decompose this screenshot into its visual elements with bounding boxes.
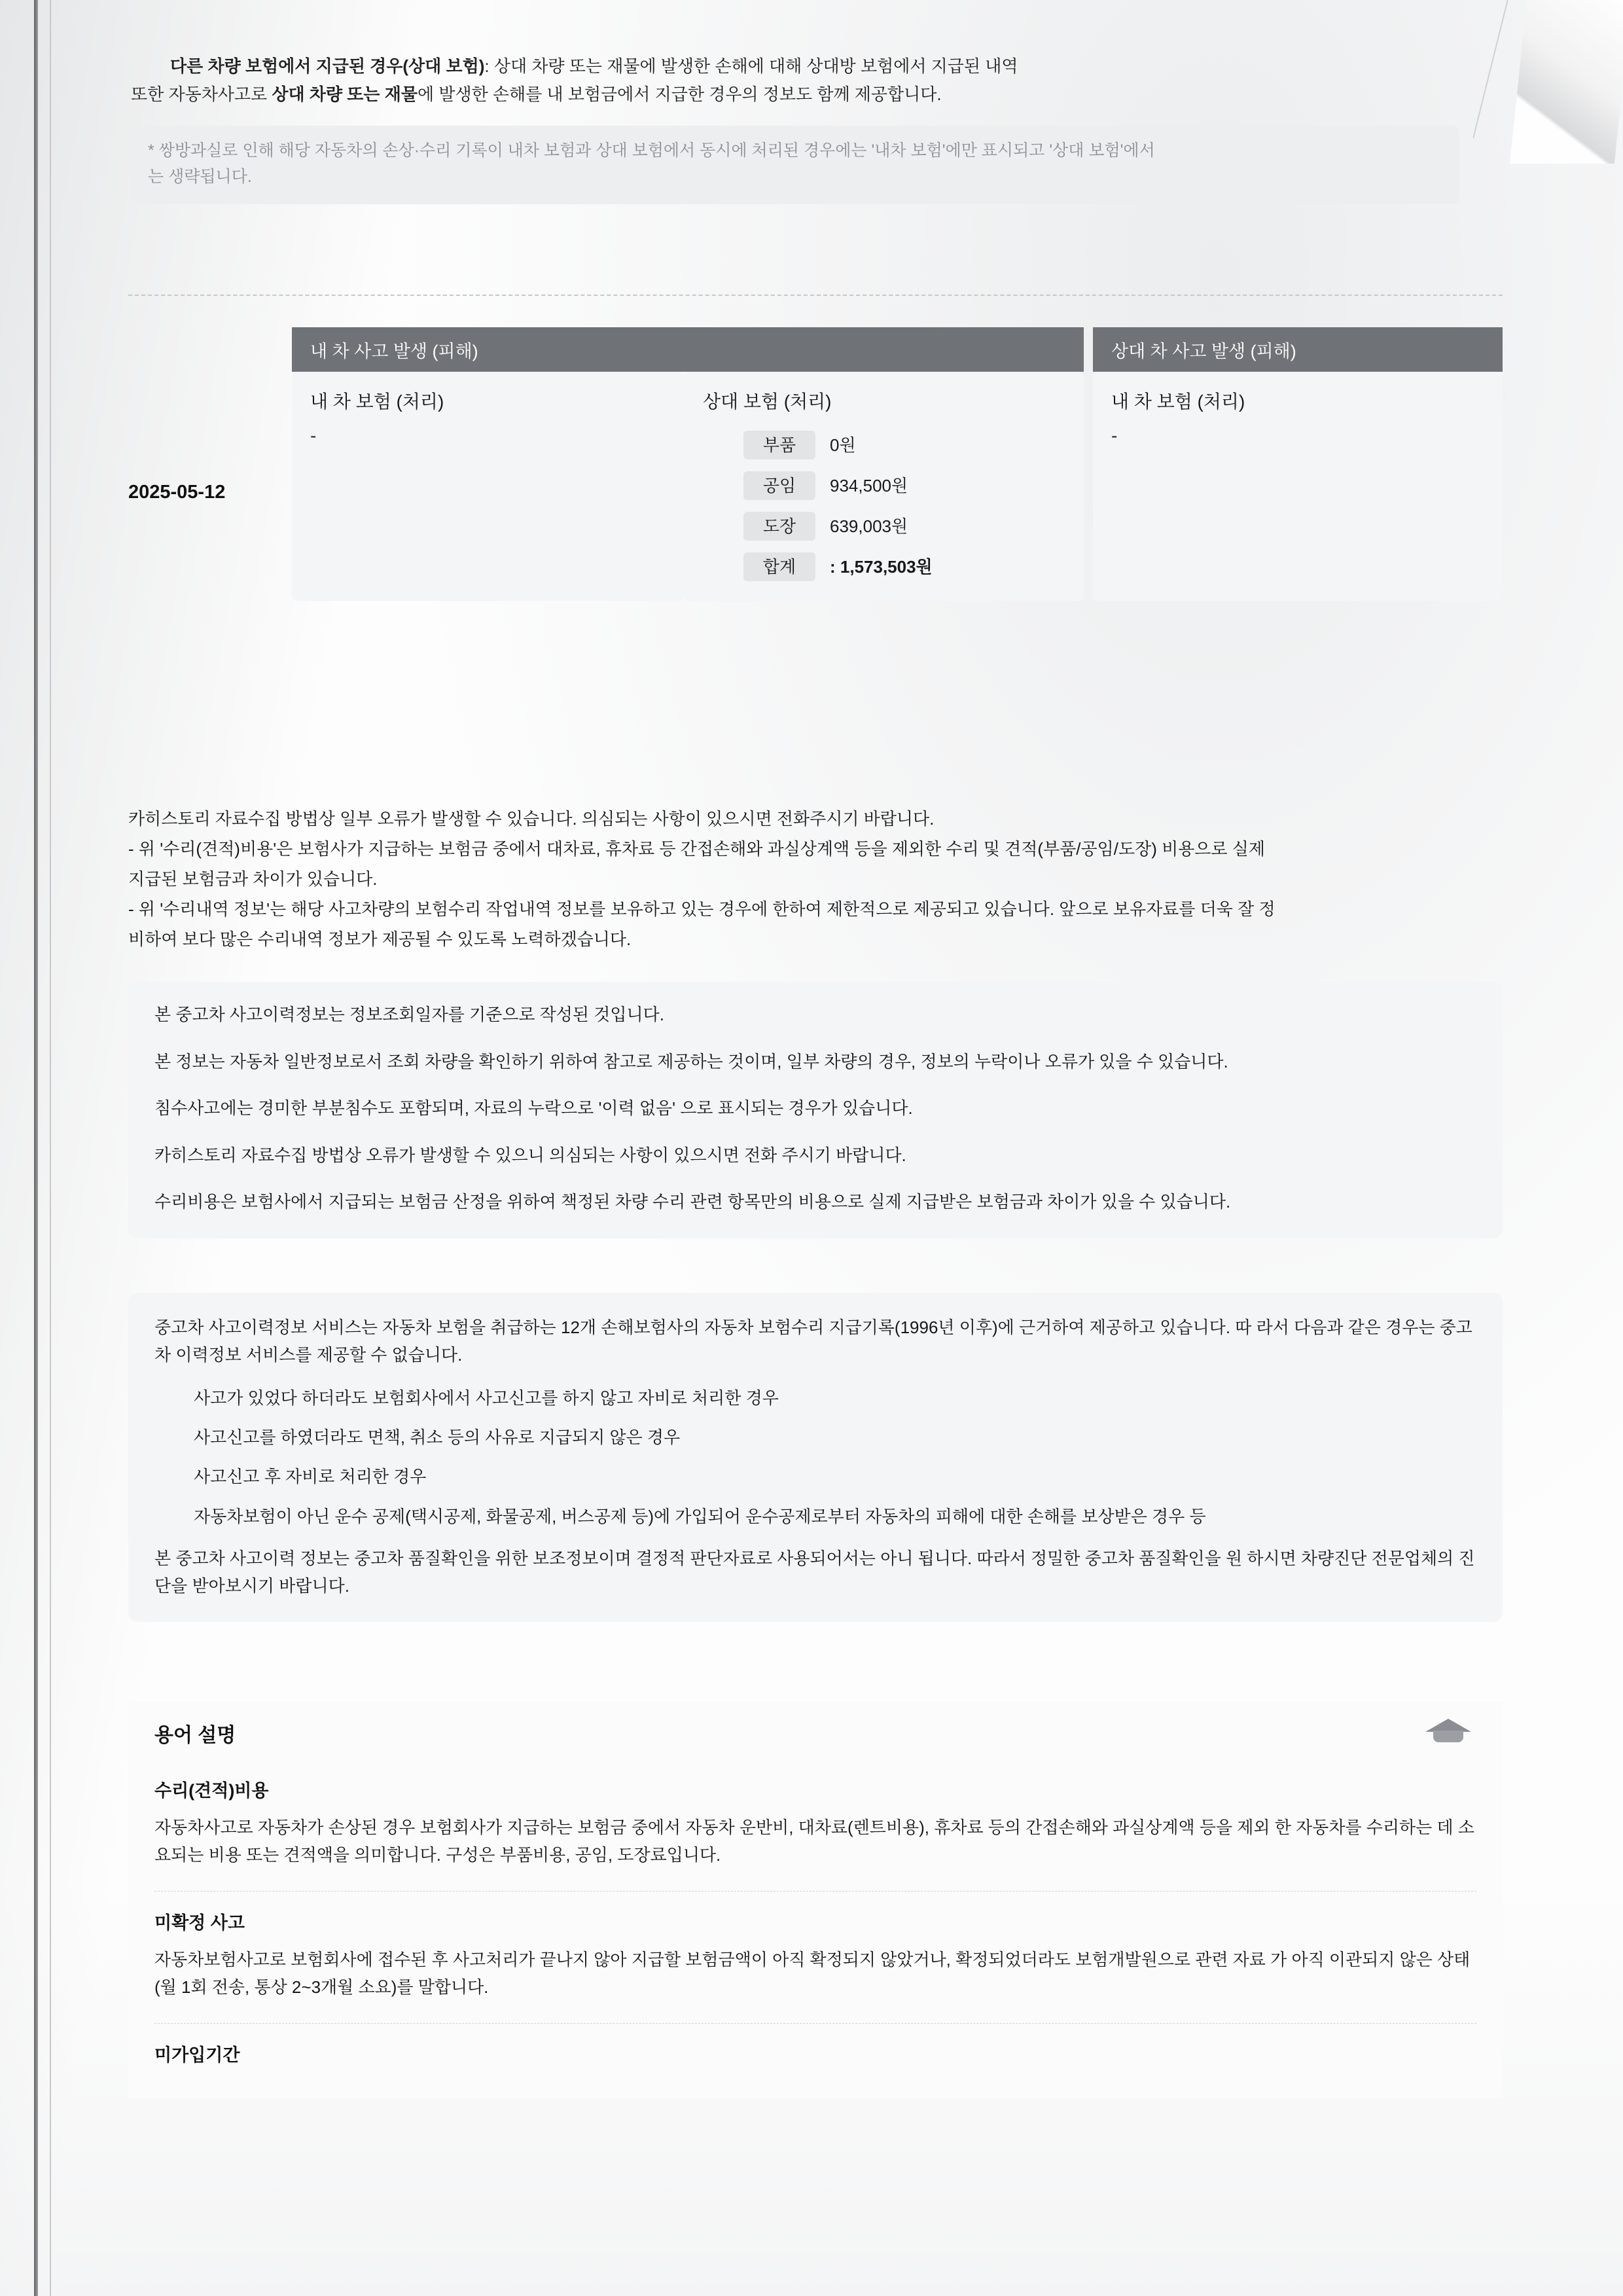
glossary-def-repair-cost-line1: 자동차사고로 자동차가 손상된 경우 보험회사가 지급하는 보험금 중에서 자동차 운반비, 대차료(렌트비용), 휴차료 등의 간접손해와 과실상계액 등을 제외 — [154, 1818, 1270, 1837]
graduation-cap-top — [1425, 1719, 1471, 1732]
other-insurance-note-line1-rest: : 상대 차량 또는 재물에 발생한 손해에 대해 상대방 보험에서 지급된 내역 — [484, 56, 1018, 76]
info-paragraph-1: 본 중고차 사고이력정보는 정보조회일자를 기준으로 작성된 것입니다. — [154, 1005, 664, 1024]
glossary-separator-1 — [154, 1891, 1476, 1892]
footnote-line2: 는 생략됩니다. — [148, 167, 252, 186]
separator-top — [128, 295, 1503, 296]
service-tail-line1: 본 중고차 사고이력 정보는 중고차 품질확인을 위한 보조정보이며 결정적 판단자료로 사용되어서는 아니 됩니다. 따라서 정밀한 중고차 품질확인을 원 — [154, 1548, 1243, 1568]
data-collection-notes — [128, 805, 1509, 956]
cost-label-total: 합계 — [743, 552, 815, 581]
list-item: 자동차보험이 아닌 운수 공제(택시공제, 화물공제, 버스공제 등)에 가입되어 운수공제로부터 자동차의 피해에 대한 손해를 보상받은 경우 등 — [194, 1506, 1206, 1526]
cost-breakdown-list — [685, 431, 1084, 581]
note-line-5: 비하여 보다 많은 수리내역 정보가 제공될 수 있도록 노력하겠습니다. — [128, 929, 632, 950]
service-lead-line1: 중고차 사고이력정보 서비스는 자동차 보험을 취급하는 12개 손해보험사의 자동차 보험수리 지급기록(1996년 이후)에 근거하여 제공하고 있습니다. 따 — [154, 1318, 1252, 1337]
page-title: 용어 설명 — [154, 1725, 236, 1746]
other-insurance-note-line2 — [131, 81, 1499, 109]
other-insurance-note-line2-bold: 상대 차량 또는 재물 — [272, 84, 418, 104]
accident-table-header-spacer — [128, 327, 292, 372]
cost-value-parts: 0원 — [830, 435, 856, 455]
cost-value-paint: 639,003원 — [830, 516, 908, 536]
header-other-car-accident: 상대 차 사고 발생 (피해) — [1093, 327, 1503, 372]
info-paragraph-3: 침수사고에는 경미한 부분침수도 포함되며, 자료의 누락으로 '이력 없음' 으로 표시되는 경우가 있습니다. — [154, 1098, 913, 1119]
footnote-line1: * 쌍방과실로 인해 해당 자동차의 손상·수리 기록이 내차 보험과 상대 보험에서 동시에 처리된 경우에는 '내차 보험'에만 표시되고 '상대 보험'에서 — [148, 141, 1155, 160]
general-information-box — [128, 982, 1503, 1238]
service-lead — [154, 1314, 1476, 1369]
glossary-def-pending-accident — [154, 1946, 1476, 2001]
glossary-header — [128, 1702, 1503, 1759]
panel-my-insurance-value: - — [310, 425, 317, 446]
note-line-3: 지급된 보험금과 차이가 있습니다. — [128, 869, 378, 889]
cost-row-total — [743, 552, 1084, 581]
service-tail-line2: 하시면 차량진단 전문업체의 진단을 받아보시기 바랍니다. — [154, 1548, 1475, 1596]
other-insurance-note-line1-bold: 다른 차량 보험에서 지급된 경우(상대 보험) — [170, 56, 485, 76]
info-paragraph-5: 수리비용은 보험사에서 지급되는 보험금 산정을 위하여 책정된 차량 수리 관련 항목만의 비용으로 실제 지급받은 보험금과 차이가 있을 수 있습니다. — [154, 1192, 1231, 1212]
service-tail — [154, 1545, 1476, 1600]
panel-other-insurance-title: 상대 보험 (처리) — [703, 391, 832, 412]
header-my-car-accident: 내 차 사고 발생 (피해) — [292, 327, 1084, 372]
note-line-4: - 위 '수리내역 정보'는 해당 사고차량의 보험수리 작업내역 정보를 보유하고 있는 경우에 한하여 제한적으로 제공되고 있습니다. 앞으로 보유자료를 더욱 잘 정 — [128, 899, 1275, 920]
glossary-separator-2 — [154, 2023, 1476, 2024]
panel-my-insurance-title: 내 차 보험 (처리) — [310, 391, 444, 412]
note-line-1: 카히스토리 자료수집 방법상 일부 오류가 발생할 수 있습니다. 의심되는 사항이 있으시면 전화주시기 바랍니다. — [128, 809, 935, 829]
service-limitations-box — [128, 1293, 1503, 1622]
panel-my-insurance — [292, 372, 685, 601]
cost-label-parts: 부품 — [743, 431, 815, 459]
accident-history-table — [128, 327, 1503, 601]
graduation-cap-base — [1433, 1731, 1463, 1742]
info-paragraph-4: 카히스토리 자료수집 방법상 오류가 발생할 수 있으니 의심되는 사항이 있으시면 전화 주시기 바랍니다. — [154, 1145, 906, 1165]
accident-table-header-row — [128, 327, 1503, 372]
accident-date: 2025-05-12 — [128, 482, 226, 503]
cost-label-labor: 공임 — [743, 471, 815, 500]
glossary-term-repair-cost: 수리(견적)비용 — [154, 1781, 269, 1801]
info-paragraph-2: 본 정보는 자동차 일반정보로서 조회 차량을 확인하기 위하여 참고로 제공하는 것이며, 일부 차량의 경우, 정보의 누락이나 오류가 있을 수 있습니다. — [154, 1051, 1228, 1071]
glossary-term-uninsured-period: 미가입기간 — [154, 2045, 240, 2066]
other-insurance-note-footnote — [131, 126, 1459, 204]
note-line-2: - 위 '수리(견적)비용'은 보험사가 지급하는 보험금 중에서 대차료, 휴차료 등 간접손해와 과실상계액 등을 제외한 수리 및 견적(부품/공임/도장) 비용으로 실제 — [128, 839, 1265, 859]
header-gap — [1084, 327, 1093, 372]
cost-row — [743, 431, 1084, 459]
panel-gap — [1084, 372, 1093, 601]
glossary-def-repair-cost-line2: 한 자동차를 수리하는 데 소요되는 비용 또는 견적액을 의미합니다. 구성은 부품비용, 공임, 도장료입니다. — [154, 1818, 1474, 1865]
list-item: 사고가 있었다 하더라도 보험회사에서 사고신고를 하지 않고 자비로 처리한 경우 — [194, 1388, 779, 1408]
graduation-cap-icon — [1425, 1712, 1471, 1749]
cost-value-labor: 934,500원 — [830, 476, 908, 495]
glossary-term-pending-accident: 미확정 사고 — [154, 1913, 245, 1933]
list-item: 사고신고를 하였더라도 면책, 취소 등의 사유로 지급되지 않은 경우 — [194, 1427, 681, 1448]
glossary-body — [128, 1776, 1503, 2098]
panel-my-insurance-other-accident — [1093, 372, 1503, 601]
other-insurance-note-line2-rest: 에 발생한 손해를 내 보험금에서 지급한 경우의 정보도 함께 제공합니다. — [418, 84, 942, 104]
accident-table-body-row — [128, 372, 1503, 601]
other-insurance-note-line1 — [170, 52, 1499, 81]
service-exclusion-list — [154, 1384, 1476, 1530]
cost-value-total: : 1,573,503원 — [830, 557, 933, 577]
other-insurance-note — [131, 52, 1499, 204]
list-item: 사고신고 후 자비로 처리한 경우 — [194, 1467, 427, 1487]
other-insurance-note-line2-pre: 또한 자동차사고로 — [131, 84, 272, 104]
glossary-def-pending-accident-line2: 가 아직 이관되지 않은 상태(월 1회 전송, 통상 2~3개월 소요)를 말합니다. — [154, 1950, 1471, 1998]
cost-row — [743, 512, 1084, 541]
glossary-def-pending-accident-line1: 자동차보험사고로 보험회사에 접수된 후 사고처리가 끝나지 않아 지급할 보험금액이 아직 확정되지 않았거나, 확정되었더라도 보험개발원으로 관련 자료 — [154, 1950, 1266, 1970]
panel-right-value: - — [1111, 425, 1118, 446]
service-lead-line2: 라서 다음과 같은 경우는 중고차 이력정보 서비스를 제공할 수 없습니다. — [154, 1318, 1472, 1365]
glossary-section — [128, 1702, 1503, 2098]
cost-label-paint: 도장 — [743, 512, 815, 541]
panel-other-insurance — [685, 372, 1084, 601]
panel-right-title: 내 차 보험 (처리) — [1111, 391, 1245, 412]
glossary-def-repair-cost — [154, 1814, 1476, 1869]
cost-row — [743, 471, 1084, 500]
